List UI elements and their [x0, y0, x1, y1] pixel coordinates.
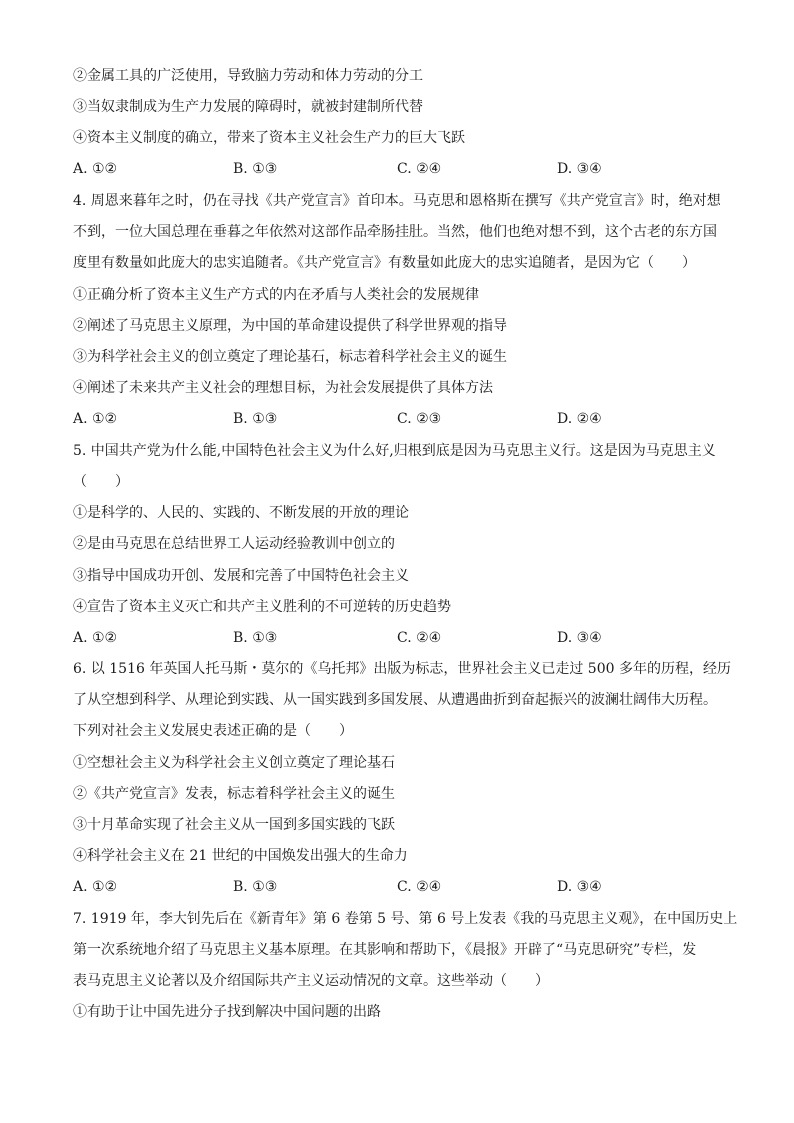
- q5-stem-line-1: 5. 中国共产党为什么能,中国特色社会主义为什么好,归根到底是因为马克思主义行。这是因为马克思主义: [73, 443, 716, 459]
- q4-item-4: ④阐述了未来共产主义社会的理想目标，为社会发展提供了具体方法: [73, 380, 493, 396]
- q4-option-c[interactable]: C. ②③: [397, 411, 442, 427]
- q5-item-1: ①是科学的、人民的、实践的、不断发展的开放的理论: [73, 505, 409, 521]
- q5-option-d[interactable]: D. ③④: [557, 630, 602, 646]
- q4-item-2: ②阐述了马克思主义原理，为中国的革命建设提供了科学世界观的指导: [73, 318, 507, 334]
- q3-item-3: ③当奴隶制成为生产力发展的障碍时，就被封建制所代替: [73, 99, 423, 115]
- q5-stem-line-2: （ ）: [73, 474, 129, 490]
- q5-item-4: ④宣告了资本主义灭亡和共产主义胜利的不可逆转的历史趋势: [73, 599, 451, 615]
- q3-option-d[interactable]: D. ③④: [557, 161, 602, 177]
- q6-options: [73, 877, 723, 897]
- q5-option-c[interactable]: C. ②④: [397, 630, 442, 646]
- q4-stem-line-3: 度里有数量如此庞大的忠实追随者。《共产党宣言》有数量如此庞大的忠实追随者，是因为它（ ）: [73, 255, 696, 271]
- q6-item-2: ②《共产党宣言》发表，标志着科学社会主义的诞生: [73, 786, 395, 802]
- q3-item-4: ④资本主义制度的确立，带来了资本主义社会生产力的巨大飞跃: [73, 130, 465, 146]
- q7-stem-line-2: 第一次系统地介绍了马克思主义基本原理。在其影响和帮助下，《晨报》开辟了“马克思研究”专栏，发: [73, 942, 697, 958]
- q6-stem-line-3: 下列对社会主义发展史表述正确的是（ ）: [73, 723, 353, 739]
- q3-options: [73, 159, 723, 179]
- q4-item-1: ①正确分析了资本主义生产方式的内在矛盾与人类社会的发展规律: [73, 287, 479, 303]
- q6-option-d[interactable]: D. ③④: [557, 879, 602, 895]
- q6-option-a[interactable]: A. ①②: [73, 879, 118, 895]
- q6-item-4: ④科学社会主义在 21 世纪的中国焕发出强大的生命力: [73, 848, 408, 864]
- q7-stem-line-3: 表马克思主义论著以及介绍国际共产主义运动情况的文章。这些举动（ ）: [73, 973, 549, 989]
- q4-option-d[interactable]: D. ②④: [557, 411, 602, 427]
- q5-option-b[interactable]: B. ①③: [233, 630, 278, 646]
- q4-stem-line-2: 不到，一位大国总理在垂暮之年依然对这部作品牵肠挂肚。当然，他们也绝对想不到，这个古老的东方国: [73, 224, 717, 240]
- q4-item-3: ③为科学社会主义的创立奠定了理论基石，标志着科学社会主义的诞生: [73, 349, 507, 365]
- q7-stem-line-1: 7. 1919 年，李大钊先后在《新青年》第 6 卷第 5 号、第 6 号上发表《我的马克思主义观》，在中国历史上: [73, 911, 738, 927]
- q5-item-2: ②是由马克思在总结世界工人运动经验教训中创立的: [73, 536, 395, 552]
- q5-item-3: ③指导中国成功开创、发展和完善了中国特色社会主义: [73, 568, 409, 584]
- q6-option-c[interactable]: C. ②④: [397, 879, 442, 895]
- q4-options: [73, 409, 723, 429]
- q4-option-b[interactable]: B. ①③: [233, 411, 278, 427]
- q3-item-2: ②金属工具的广泛使用，导致脑力劳动和体力劳动的分工: [73, 68, 423, 84]
- q5-option-a[interactable]: A. ①②: [73, 630, 118, 646]
- q6-stem-line-1: 6. 以 1516 年英国人托马斯・莫尔的《乌托邦》出版为标志，世界社会主义已走过 500 多年的历程，经历: [73, 661, 731, 677]
- q6-item-1: ①空想社会主义为科学社会主义创立奠定了理论基石: [73, 755, 395, 771]
- q3-option-c[interactable]: C. ②④: [397, 161, 442, 177]
- q6-stem-line-2: 了从空想到科学、从理论到实践、从一国实践到多国发展、从遭遇曲折到奋起振兴的波澜壮阔伟大历程。: [73, 692, 717, 708]
- q5-options: [73, 628, 723, 648]
- q6-item-3: ③十月革命实现了社会主义从一国到多国实践的飞跃: [73, 817, 395, 833]
- q3-option-b[interactable]: B. ①③: [233, 161, 278, 177]
- q4-option-a[interactable]: A. ①②: [73, 411, 118, 427]
- q4-stem-line-1: 4. 周恩来暮年之时，仍在寻找《共产党宣言》首印本。马克思和恩格斯在撰写《共产党宣言》时，绝对想: [73, 193, 721, 209]
- q7-item-1: ①有助于让中国先进分子找到解决中国问题的出路: [73, 1004, 381, 1020]
- q3-option-a[interactable]: A. ①②: [73, 161, 118, 177]
- q6-option-b[interactable]: B. ①③: [233, 879, 278, 895]
